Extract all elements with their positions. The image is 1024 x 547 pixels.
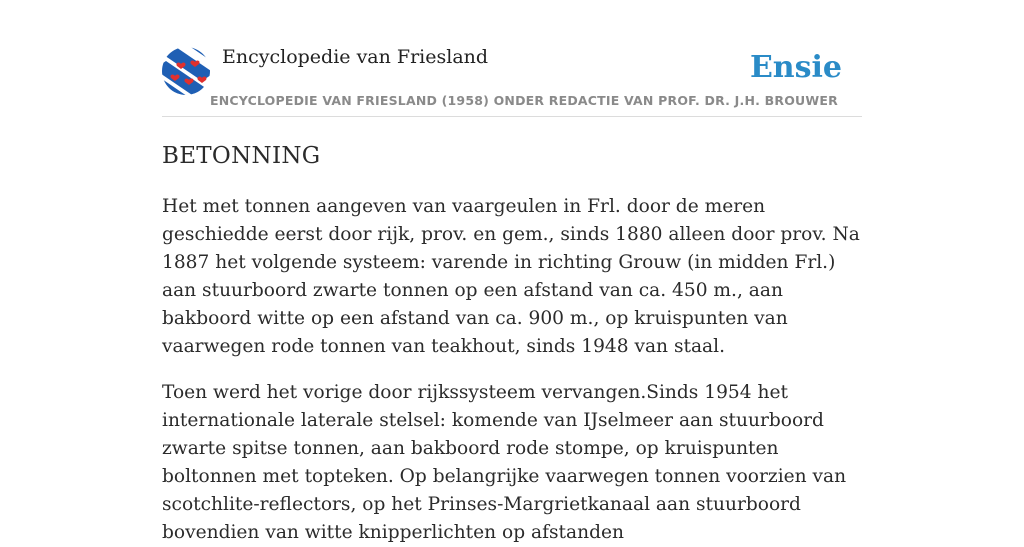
article-paragraph-2: Toen werd het vorige door rijkssysteem vervangen.Sinds 1954 het internationale laterale stelsel: komende van IJselmeer aan stuurboord zwarte spitse tonnen, aan bakboord rode stompe, op kruispunten boltonnen met topteken. Op belangrijke vaarwegen tonnen voorzien van scotchlite-reflectors, op het Prinses-Margrietkanaal aan stuurboord bovendien van witte knipperlichten op afstanden	[162, 382, 847, 543]
article-title: BETONNING	[162, 143, 321, 169]
site-header	[162, 0, 862, 117]
frisian-flag-icon[interactable]	[162, 47, 210, 95]
page-container	[162, 0, 862, 547]
site-subtitle: ENCYCLOPEDIE VAN FRIESLAND (1958) ONDER REDACTIE VAN PROF. DR. J.H. BROUWER	[210, 93, 838, 108]
ensie-logo[interactable]: Ensie	[749, 50, 842, 85]
site-title[interactable]: Encyclopedie van Friesland	[222, 46, 489, 68]
article-paragraph-1: Het met tonnen aangeven van vaargeulen in Frl. door de meren geschiedde eerst door rijk, prov. en gem., sinds 1880 alleen door prov. Na 1887 het volgende systeem: varende in richting Grouw (in midden Frl.) aan stuurboord zwarte tonnen op een afstand van ca. 450 m., aan bakboord witte op een afstand van ca. 900 m., op kruispunten van vaarwegen rode tonnen van teakhout, sinds 1948 van staal.	[162, 196, 860, 357]
